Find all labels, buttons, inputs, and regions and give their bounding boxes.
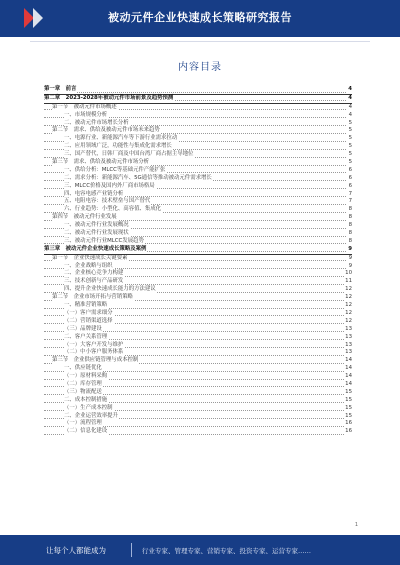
- toc-entry-page: 5: [348, 119, 352, 126]
- toc-entry[interactable]: [44, 175, 352, 183]
- toc-entry-page: 5: [348, 127, 352, 134]
- toc-entry-page: 9: [348, 262, 352, 269]
- toc-entry-title: 一、被动元件行业发展概况: [64, 222, 129, 229]
- header-subdivider: [30, 41, 370, 42]
- toc-entry-title: 二、客户关系管理: [64, 333, 108, 340]
- toc-entry-title: 一、电源行业、新能源汽车等下游行业需求拉动: [64, 135, 178, 142]
- footer-slogan: 让每个人都能成为: [46, 546, 106, 555]
- toc-entry-page: 4: [348, 94, 352, 101]
- toc-leader-dots: [44, 92, 346, 93]
- toc-entry[interactable]: [44, 326, 352, 334]
- toc-entry[interactable]: [44, 222, 352, 230]
- toc-entry-page: 14: [345, 365, 352, 372]
- footer-bar: [0, 535, 400, 565]
- toc-entry-title: 五、电阻电容：技术壁垒与国产替代: [64, 198, 151, 205]
- toc-entry-page: 10: [345, 270, 352, 277]
- toc-entry[interactable]: [44, 381, 352, 389]
- toc-entry-title: 三、技术创新与产品研发: [64, 278, 124, 285]
- toc-entry[interactable]: [44, 389, 352, 397]
- toc-entry[interactable]: [44, 365, 352, 373]
- toc-entry-title: 第二章 2023-2028年被动元件市场前景及趋势预测: [44, 94, 174, 101]
- toc-entry-page: 13: [345, 349, 352, 356]
- toc-entry-title: 一、企业战略与组织: [64, 262, 113, 269]
- toc-entry-page: 4: [348, 103, 352, 110]
- toc-entry-title: （二）营销渠道选择: [64, 317, 113, 324]
- toc-entry-title: 第一章 前言: [44, 86, 77, 92]
- toc-entry-title: 二、应用领域广泛，功能性与集成化需求增长: [64, 143, 172, 150]
- toc-entry-title: 第一节 企业快速成长关键要素: [52, 254, 128, 261]
- toc-entry[interactable]: [44, 238, 352, 246]
- toc-entry-page: 14: [345, 357, 352, 364]
- toc-entry-title: 二、成本控制措施: [64, 396, 108, 403]
- toc-entry[interactable]: [44, 95, 352, 104]
- toc-entry[interactable]: [44, 112, 352, 120]
- toc-entry-page: 5: [348, 159, 352, 166]
- toc-entry[interactable]: [44, 405, 352, 413]
- toc-entry[interactable]: [44, 167, 352, 175]
- toc-entry-title: 第四节 被动元件行业发展: [52, 214, 117, 221]
- toc-entry[interactable]: [44, 246, 352, 255]
- toc-entry-page: 8: [348, 214, 352, 221]
- toc-entry-page: 16: [345, 428, 352, 435]
- toc-entry-page: 8: [348, 222, 352, 229]
- toc-entry[interactable]: [44, 302, 352, 310]
- toc-entry-title: 一、供给分析：MLCC等基础元件产能扩张: [64, 166, 166, 173]
- toc-entry-page: 5: [348, 151, 352, 158]
- toc-entry-title: （三）物流配送: [64, 388, 102, 395]
- toc-entry[interactable]: [44, 214, 352, 222]
- toc-entry-page: 5: [348, 135, 352, 142]
- toc-entry-page: 9: [348, 245, 352, 252]
- toc-entry[interactable]: [44, 397, 352, 405]
- toc-entry[interactable]: [44, 151, 352, 159]
- toc-entry-page: 6: [348, 166, 352, 173]
- toc-entry-page: 8: [348, 237, 352, 244]
- toc-entry-page: 13: [345, 341, 352, 348]
- toc-entry-page: 5: [348, 143, 352, 150]
- toc-entry-page: 15: [345, 388, 352, 395]
- toc-entry-title: 第一节 被动元件市场概述: [52, 103, 117, 110]
- header-divider: [0, 36, 400, 37]
- toc-entry-page: 8: [348, 206, 352, 213]
- report-title: 被动元件企业快速成长策略研究报告: [108, 11, 292, 24]
- toc-entry-page: 14: [345, 373, 352, 380]
- toc-entry[interactable]: [44, 286, 352, 294]
- toc-entry-page: 12: [345, 286, 352, 293]
- toc-entry[interactable]: [44, 86, 352, 95]
- toc-entry-title: 二、被动元件行业发展现状: [64, 230, 129, 237]
- toc-entry[interactable]: [44, 373, 352, 381]
- toc-entry-page: 8: [348, 230, 352, 237]
- toc-entry[interactable]: [44, 310, 352, 318]
- toc-entry-title: （一）大客户开发与维护: [64, 341, 124, 348]
- toc-entry-title: （一）生产成本控制: [64, 404, 113, 411]
- toc-entry-page: 15: [345, 404, 352, 411]
- toc-entry-title: 一、供应链优化: [64, 365, 102, 372]
- toc-entry-title: （一）流程管理: [64, 420, 102, 427]
- footer-divider: [131, 543, 132, 557]
- toc-entry-title: 第二节 需求、供给及被动元件市场未来趋势: [52, 127, 160, 134]
- toc-entry[interactable]: [44, 334, 352, 342]
- toc-entry-page: 6: [348, 174, 352, 181]
- toc-entry[interactable]: [44, 230, 352, 238]
- toc-entry-page: 9: [348, 254, 352, 261]
- toc-entry-title: 第三章 被动元件企业快速成长策略及案例: [44, 245, 147, 252]
- header-bar: [0, 0, 400, 36]
- toc-entry-page: 7: [348, 190, 352, 197]
- toc-entry-page: 13: [345, 325, 352, 332]
- toc-entry[interactable]: [44, 183, 352, 191]
- toc-entry-page: 12: [345, 302, 352, 309]
- toc-entry-page: 14: [345, 380, 352, 387]
- toc-entry-title: 六、行业趋势：小型化、高容值、集成化: [64, 206, 162, 213]
- toc-entry-title: 三、国产替代，日韩厂商及中国台湾厂商占据主导地位: [64, 151, 194, 158]
- toc-entry-page: 12: [345, 309, 352, 316]
- toc-entry[interactable]: [44, 357, 352, 365]
- toc-entry-page: 12: [345, 294, 352, 301]
- toc-entry-title: （一）客户需求细分: [64, 309, 113, 316]
- toc-entry-page: 11: [345, 278, 352, 285]
- toc-entry-page: 12: [345, 317, 352, 324]
- toc-entry-title: （二）中小客户服务体系: [64, 349, 124, 356]
- toc-entry-title: 第三节 企业供应链管理与成本控制: [52, 357, 139, 364]
- toc-entry-title: 三、被动元件行业MLCC发展趋势: [64, 237, 144, 244]
- toc-entry-title: （三）品牌建设: [64, 325, 102, 332]
- toc-entry-page: 4: [348, 111, 352, 118]
- toc-entry-title: 二、企业核心竞争力构建: [64, 270, 124, 277]
- toc-entry[interactable]: [44, 143, 352, 151]
- toc-entry[interactable]: [44, 318, 352, 326]
- page-number: 1: [354, 522, 358, 528]
- toc-entry[interactable]: [44, 294, 352, 302]
- toc-entry-title: 四、提升企业快速成长能力的方法建议: [64, 286, 156, 293]
- toc-entry-title: 二、企业运营效率提升: [64, 412, 118, 419]
- toc-entry-title: 三、MLCC价格及国内外厂商市场格局: [64, 182, 155, 189]
- toc-entry-page: 4: [348, 86, 352, 92]
- toc-entry-title: 第二节 企业市场开拓与营销策略: [52, 294, 133, 301]
- toc-entry-page: 15: [345, 412, 352, 419]
- toc-entry[interactable]: [44, 104, 352, 112]
- toc-entry-page: 7: [348, 198, 352, 205]
- toc-entry[interactable]: [44, 159, 352, 167]
- footer-tagline: 行业专家、管理专家、营销专家、投资专家、运营专家……: [142, 547, 311, 555]
- toc-entry-page: 6: [348, 182, 352, 189]
- toc-entry-title: 一、市场规模分析: [64, 111, 108, 118]
- toc-heading: 内容目录: [178, 62, 222, 73]
- toc-entry[interactable]: [44, 428, 352, 436]
- toc-entry-title: 一、精准营销策略: [64, 302, 108, 309]
- toc-entry-page: 13: [345, 333, 352, 340]
- toc-entry-title: （二）库存管理: [64, 380, 102, 387]
- toc-entry-page: 16: [345, 420, 352, 427]
- toc-entry-title: （二）信息化建设: [64, 428, 108, 435]
- toc-entry-title: 二、被动元件市场增长分析: [64, 119, 129, 126]
- toc-entry-page: 15: [345, 396, 352, 403]
- toc-entry-title: 第三节 需求、供给及被动元件市场分析: [52, 159, 150, 166]
- toc-entry-title: （一）原材料采购: [64, 373, 108, 380]
- toc-entry[interactable]: [44, 255, 352, 263]
- toc-entry-title: 四、电容电感产业链分析: [64, 190, 124, 197]
- table-of-contents: [44, 86, 352, 436]
- toc-entry-title: 二、需求分析：新能源汽车、5G通信等推动被动元件需求增长: [64, 174, 212, 181]
